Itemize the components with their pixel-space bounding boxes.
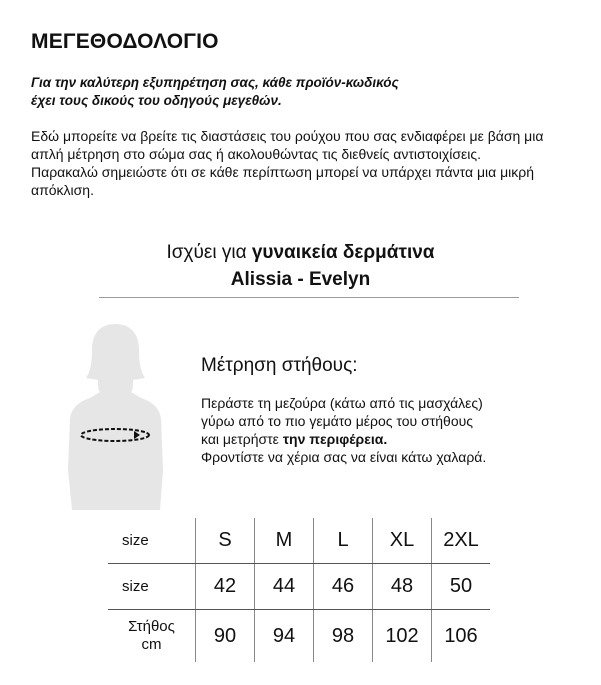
table-cell: L bbox=[314, 518, 373, 564]
description-paragraph-2: Παρακαλώ σημειώστε ότι σε κάθε περίπτωση μπορεί να υπάρχει πάντα μια μικρή απόκλιση. bbox=[31, 164, 535, 198]
table-row bbox=[108, 518, 490, 564]
torso-figure-illustration bbox=[60, 320, 170, 510]
measurement-instructions bbox=[201, 394, 486, 466]
table-cell: S bbox=[196, 518, 255, 564]
instruction-line-3-bold: την περιφέρεια. bbox=[282, 431, 388, 447]
table-cell: 48 bbox=[373, 564, 432, 610]
row-label: size bbox=[108, 518, 196, 564]
table-cell: 2XL bbox=[432, 518, 491, 564]
row-label-line-1: Στήθος bbox=[128, 618, 175, 635]
table-cell: 94 bbox=[255, 610, 314, 663]
table-cell: 42 bbox=[196, 564, 255, 610]
table-cell: 44 bbox=[255, 564, 314, 610]
description-paragraph-1: Εδώ μπορείτε να βρείτε τις διαστάσεις του ρούχου που σας ενδιαφέρει με βάση μια απλή μέτρηση στο σώμα σας ή ακολουθώντας τις διεθνείς αντιστοιχίσεις. bbox=[31, 128, 544, 162]
table-row bbox=[108, 610, 490, 663]
section-divider bbox=[99, 297, 519, 298]
table-cell: 102 bbox=[373, 610, 432, 663]
applies-to-prefix: Ισχύει για bbox=[166, 242, 252, 263]
row-label bbox=[108, 610, 196, 663]
measurement-title: Μέτρηση στήθους: bbox=[201, 355, 358, 376]
instruction-line-4: Φροντίστε να χέρια σας να είναι κάτω χαλαρά. bbox=[201, 449, 487, 465]
page-title: ΜΕΓΕΘΟΔΟΛΟΓΙΟ bbox=[31, 30, 219, 53]
instruction-line-1: Περάστε τη μεζούρα (κάτω από τις μασχάλες) bbox=[201, 395, 483, 411]
table-cell: 106 bbox=[432, 610, 491, 663]
intro-line-2: έχει τους δικούς του οδηγούς μεγεθών. bbox=[31, 93, 282, 108]
product-models: Alissia - Evelyn bbox=[230, 269, 371, 290]
table-cell: 50 bbox=[432, 564, 491, 610]
description bbox=[31, 127, 576, 199]
table-cell: XL bbox=[373, 518, 432, 564]
table-cell: 98 bbox=[314, 610, 373, 663]
instruction-line-2: γύρω από το πιο γεμάτο μέρος του στήθους bbox=[201, 413, 474, 429]
table-cell: 46 bbox=[314, 564, 373, 610]
applies-to-heading bbox=[0, 239, 601, 293]
applies-to-line bbox=[0, 239, 601, 266]
instruction-line-3 bbox=[201, 430, 486, 448]
intro-line-1: Για την καλύτερη εξυπηρέτηση σας, κάθε προϊόν-κωδικός bbox=[31, 75, 399, 90]
row-label-line-2: cm bbox=[141, 636, 162, 653]
row-label: size bbox=[108, 564, 196, 610]
instruction-line-3-prefix: και μετρήστε bbox=[201, 431, 283, 447]
table-row bbox=[108, 564, 490, 610]
intro-note bbox=[31, 74, 399, 110]
table-cell: 90 bbox=[196, 610, 255, 663]
size-chart-table bbox=[108, 518, 490, 662]
applies-to-category: γυναικεία δερμάτινα bbox=[251, 242, 435, 263]
table-cell: M bbox=[255, 518, 314, 564]
